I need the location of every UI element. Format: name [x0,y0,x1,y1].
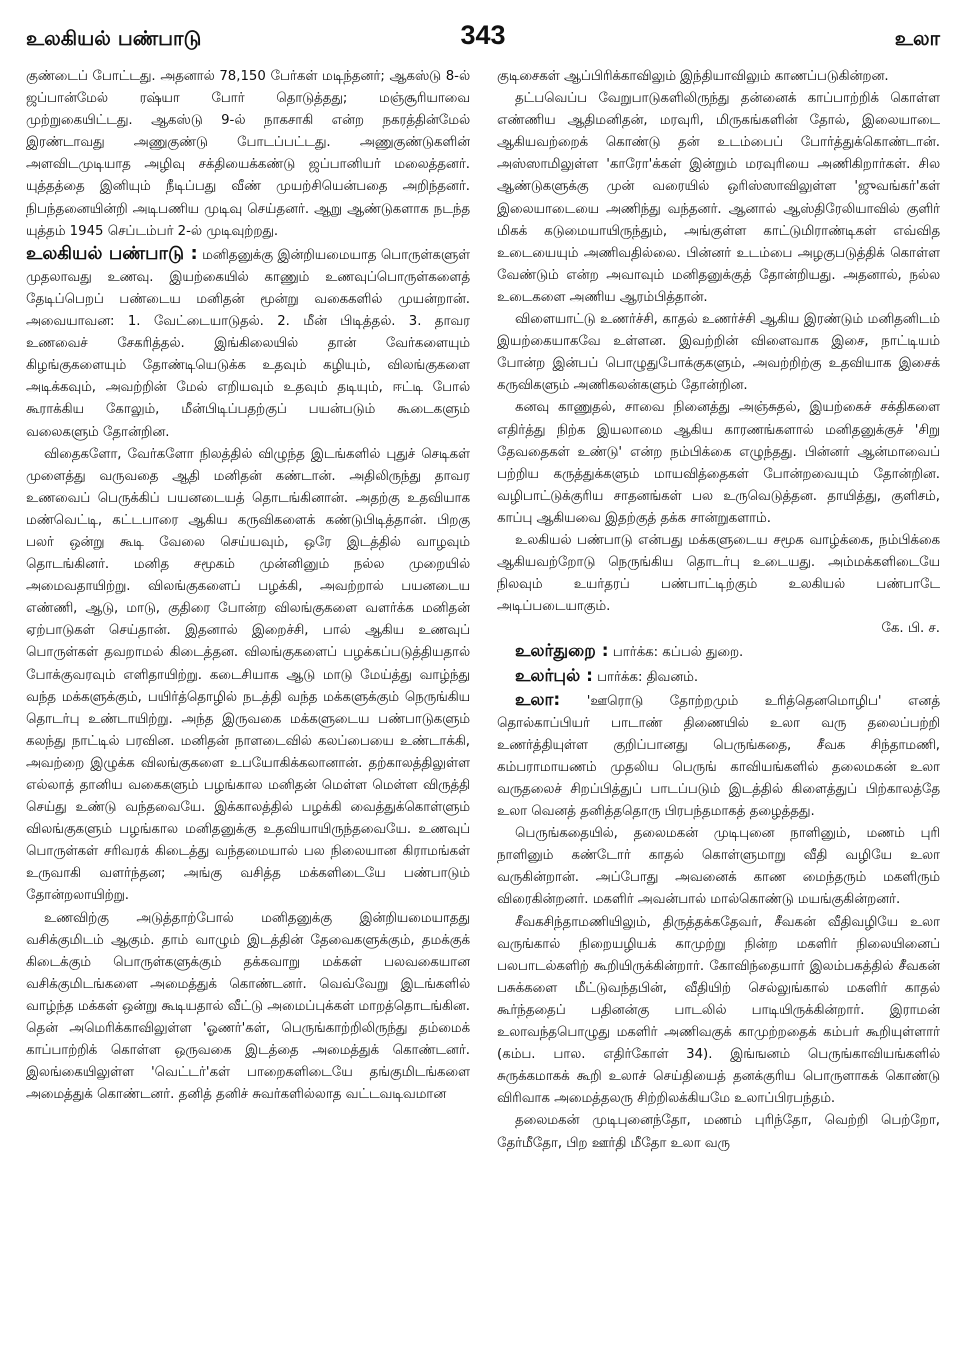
paragraph: உலகியல் பண்பாடு என்பது மக்களுடைய சமூக வாழ்க்கை, நம்பிக்கை ஆகியவற்றோடு நெருங்கிய தொடர்பு உடையது. அம்மக்களிடையே நிலவும் உயர்தரப் பண்பாட்டிற்கும் உலகியல் பண்பாடே அடிப்படையாகும். [497,532,940,615]
entry-paragraph [497,689,940,824]
paragraph: குடிசைகள் ஆப்பிரிக்காவிலும் இந்தியாவிலும் காணப்படுகின்றன. [497,69,889,84]
paragraph: பெருங்கதையில், தலைமகன் முடிபுனை நாளினும், மணம் புரி நாளினும் கண்டோர் காதல் கொள்ளுமாறு வீதி வழியே உலா வருகின்றான். அப்போது அவனைக் காண மைந்தரும் மகளிரும் விரைகின்றனர். மகளிர் அவன்பால் மால்கொண்டு மயங்குகின்றனர். [497,826,940,908]
entry-title: உலகியல் பண்பாடு : [26,242,198,264]
paragraph: குண்டைப் போட்டது. அதனால் 78,150 பேர்கள் மடிந்தனர்; ஆகஸ்டு 8-ல் ஜப்பான்மேல் ரஷ்யா போர் தொடுத்தது; மஞ்சூரியாவை முற்றுகையிட்டது. ஆகஸ்டு 9-ல் நாகசாகி என்ற நகரத்தின்மேல் இரண்டாவது அணுகுண்டு போடப்பட்டது. அணுகுண்டுகளின் அளவிடமுடியாத அழிவு சக்தியைக்கண்டு ஜப்பானியர் மலைத்தனர். யுத்தத்தை இனியும் நீடிப்பது வீண் முயற்சியென்பதை அறிந்தனர். நிபந்தனையின்றி அடிபணிய முடிவு செய்தனர். ஆறு ஆண்டுகளாக நடந்த யுத்தம் 1945 செப்டம்பர் 2-ல் முடிவுற்றது. [26,69,470,239]
entry-title: உலா: [515,689,561,710]
entry-paragraph [497,640,940,664]
paragraph: விதைகளோ, வேர்களோ நிலத்தில் விழுந்த இடங்களில் புதுச் செடிகள் முளைத்து வருவதை ஆதி மனிதன் கண்டான். அதிலிருந்து தாவர உணவைப் பெருக்கிப் பயனடையத் தொடங்கினான். அதற்கு உதவியாக மண்வெட்டி, கட்டபாரை ஆகிய கருவிகளைக் கண்டுபிடித்தான். பிறகு பலர் ஒன்று கூடி வேலை செய்யவும், ஒரே இடத்தில் வாழவும் தொடங்கினர். மனித சமூகம் முன்னினும் நல்ல முறையில் அமைவதாயிற்று. விலங்குகளைப் பழக்கி, அவற்றால் பயனடைய எண்ணி, ஆடு, மாடு, குதிரை போன்ற விலங்குகளை வளர்க்க மனிதன் ஏற்பாடுகள் செய்தான். இதனால் இறைச்சி, பால் ஆகிய உணவுப் பொருள்கள் தவறாமல் கிடைத்தன. விலங்குகளைப் பழக்கப்படுத்தியதால் போக்குவரவும் எளிதாயிற்று. கடைசியாக ஆடு மாடு மேய்த்து வாழ்ந்து வந்த மக்களுக்கும், பயிர்த்தொழில் நடத்தி வந்த மக்களுக்கும் நெருங்கிய தொடர்பு உண்டாயிற்று. அந்த இருவகை மக்களுடைய பண்பாடுகளும் கலந்து நாட்டில் பரவின. மனிதன் நாளடைவில் கலப்பையை உண்டாக்கி, அவற்றை இழுக்க விலங்குகளை உபயோகிக்கலானான். தற்காலத்திலுள்ள எல்லாத் தானிய வகைகளும் பழங்கால மனிதன் மெள்ள மெள்ள விருத்தி செய்து உண்டு வந்தவையே. இக்காலத்தில் பழக்கி வைத்துக்கொள்ளும் விலங்குகளும் பழங்கால மனிதனுக்கு உதவியாயிருந்தவையே. உணவுப் பொருள்கள் சரிவரக் கிடைத்து வந்தமையால் பல நிலையான கிராமங்கள் உருவாகி வளர்ந்தன; அங்கு வசித்த மக்களிடையே பண்பாடும் தோன்றலாயிற்று. [26,446,470,904]
entry-text: 'ஊரொடு தோற்றமும் உரித்தெனமொழிப' எனத் தொல்காப்பியர் பாடாண் திணையில் உலா வரு தலைப்பற்றி உணர்த்தியுள்ள குறிப்பானது பெருங்கதை, சீவக சிந்தாமணி, கம்பராமாயணம் முதலிய பெருங் காவியங்களில் தலைமகன் உலா வருதலைச் சிறப்பித்துப் பாடப்படும் இடத்தில் கிளைத்துப் பிற்காலத்தே உலா வெனத் தனித்ததொரு பிரபந்தமாகத் தழைத்தது. [497,693,940,820]
paragraph: உணவிற்கு அடுத்தாற்போல் மனிதனுக்கு இன்றியமையாதது வசிக்குமிடம் ஆகும். தாம் வாழும் இடத்தின் தேவைகளுக்கும், தமக்குக் கிடைக்கும் பொருள்களுக்கும் தக்கவாறு மக்கள் பலவகையான வசிக்குமிடங்களை அமைத்துக் கொண்டனர். வெவ்வேறு இடங்களில் வாழ்ந்த மக்கள் ஒன்று கூடியதால் வீட்டு அமைப்புக்கள் மாறத்தொடங்கின. தென் அமெரிக்காவிலுள்ள 'ஓணர்'கள், பெருங்காற்றிலிருந்து தம்மைக் காப்பாற்றிக் கொள்ள ஒருவகை இடத்தை அமைத்துக் கொண்டனர். இலங்கையிலுள்ள 'வெட்டர்'கள் பாறைகளிடையே தங்குமிடங்களை அமைத்துக் கொண்டனர். தனித் தனிச் சுவர்களில்லாத வட்டவடிவமான [26,910,470,1103]
paragraph: தலைமகன் முடிபுனைந்தோ, மணம் புரிந்தோ, வெற்றி பெற்றோ, தேர்மீதோ, பிற ஊர்தி மீதோ உலா வரு [497,1113,940,1151]
author-signature: கே. பி. ச. [881,621,940,637]
right-column [497,66,940,1356]
entry-text: மனிதனுக்கு இன்றியமையாத பொருள்களுள் முதலாவது உணவு. இயற்கையில் காணும் உணவுப்பொருள்களைத் தேடிப்பெறப் பண்டைய மனிதன் மூன்று வகைகளில் முயன்றான். அவையாவன: 1. வேட்டையாடுதல். 2. மீன் பிடித்தல். 3. தாவர உணவைச் சேகரித்தல். இங்கிலையில் தான் வேர்களையும் கிழங்குகளையும் தோண்டியெடுக்க உதவும் கழியும், விலங்குகளை அடிக்கவும், அவற்றின் மேல் எறியவும் உதவும் தடியும், ஈட்டி போல் கூராக்கிய கோலும், மீன்பிடிப்பதற்குப் பயன்படும் கூடைகளும் வலைகளும் தோன்றின. [26,247,470,440]
paragraph: கனவு காணுதல், சாவை நினைத்து அஞ்சுதல், இயற்கைச் சக்திகளை எதிர்த்து நிற்க இயலாமை ஆகிய காரணங்களால் மனிதனுக்குச் 'சிறு தேவதைகள் உண்டு' என்ற நம்பிக்கை எழுந்தது. பின்னர் ஆன்மாவைப் பற்றிய கருத்துக்களும் மாயவித்தைகள் போன்றவையும் தோன்றின. வழிபாட்டுக்குரிய சாதனங்கள் பல உருவெடுத்தன. தாயித்து, குளிசம், காப்பு ஆகியவை இதற்குத் தக்க சான்றுகளாம். [497,400,940,526]
entry-text: பார்க்க: திவனம். [597,669,699,685]
page-number: 343 [460,20,506,50]
left-column [26,66,470,1356]
entry-title: உலர்துறை : [515,641,609,662]
page-header [26,20,940,60]
running-head-right: உலா [894,26,940,50]
entry-title: உலர்புல் : [515,665,593,686]
paragraph: சீவகசிந்தாமணியிலும், திருத்தக்கதேவர், சீவகன் வீதிவழியே உலா வருங்கால் நிறையழியக் காமுற்று நின்ற மகளிர் நிலையினைப் பலபாடல்களிற் கூறியிருக்கின்றார். கோவிந்தையார் இலம்பகத்தில் சீவகன் பசுக்களை மீட்டுவந்தபின், வீதியிற் செல்லுங்கால் மகளிர் காதல் கூர்ந்ததைப் பதினன்கு பாடலில் பாடியிருக்கின்றார். இராமன் உலாவந்தபொழுது மகளிர் அணிவகுக் காமுற்றதைக் கம்பர் கூறியுள்ளார் (கம்ப. பால. எதிர்கோள் 34). இங்ஙனம் பெருங்காவியங்களில் சுருக்கமாகக் கூறி உலாச் செய்தியைத் தனக்குரிய பொருளாகக் கொண்டு விரிவாக அமைத்தலரு சிற்றிலக்கியமே உலாப்பிரபந்தம். [497,914,940,1107]
entry-text: பார்க்க: கப்பல் துறை. [612,645,744,661]
paragraph: விளையாட்டு உணர்ச்சி, காதல் உணர்ச்சி ஆகிய இரண்டும் மனிதனிடம் இயற்கையாகவே உள்ளன. இவற்றின் விளைவாக இசை, நாட்டியம் போன்ற இன்பப் பொழுதுபோக்குகளும், அவற்றிற்கு உதவியாக இசைக் கருவிகளும் அணிகலன்களும் தோன்றின. [497,312,940,394]
entry-paragraph [26,243,470,444]
entry-paragraph [497,665,940,689]
running-head-left: உலகியல் பண்பாடு [26,26,202,50]
paragraph: தட்பவெப்ப வேறுபாடுகளிலிருந்து தன்னைக் காப்பாற்றிக் கொள்ள எண்ணிய ஆதிமனிதன், மரவுரி, மிருகங்களின் தோல், இலையாடை ஆகியவற்றைக் கொண்டு தன் உடம்பைப் போர்த்துக்கொண்டான். அஸ்ஸாமிலுள்ள 'காரோ'க்கள் இன்றும் மரவுரியை அணிகிறார்கள். சில ஆண்டுகளுக்கு முன் வரையில் ஒரிஸ்ஸாவிலுள்ள 'ஜுவங்கர்'கள் இலையாடையை அணிந்து வந்தனர். ஆனால் ஆஸ்திரேலியாவில் குளிர் மிகக் கடுமையாயிருந்தும், அங்குள்ள காட்டுமிராண்டிகள் எவ்வித உடையையும் அணிவதில்லை. பின்னர் உடம்பை அழகுபடுத்திக் கொள்ள வேண்டும் என்ற அவாவும் மனிதனுக்குத் தோன்றியது. அதனால், நல்ல உடைகளை அணிய ஆரம்பித்தான். [497,91,940,305]
